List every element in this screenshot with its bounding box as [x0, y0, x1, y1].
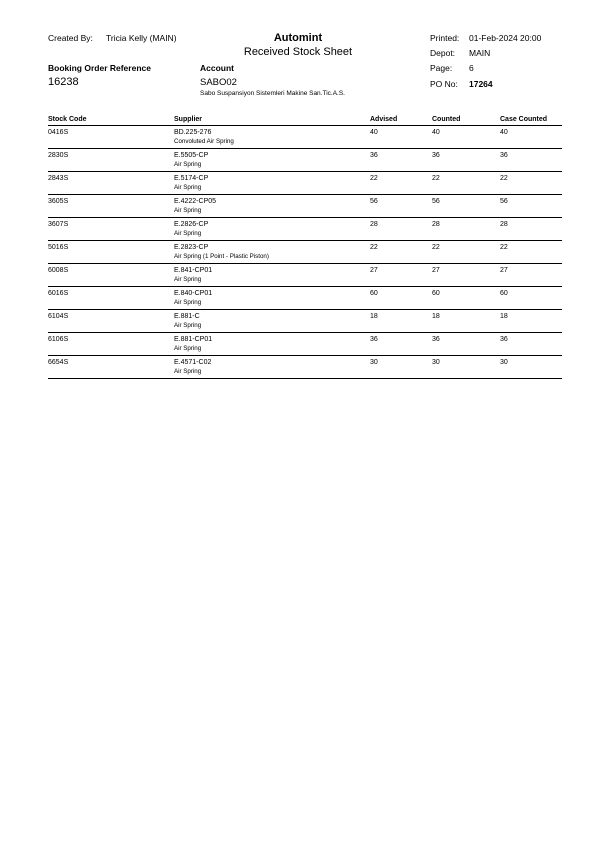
advised-cell: 18 — [370, 310, 432, 333]
advised-cell: 30 — [370, 356, 432, 379]
item-description: Air Spring — [174, 345, 202, 352]
supplier-cell — [174, 264, 370, 287]
supplier-code: E.881-C — [174, 313, 200, 320]
table-row — [48, 264, 562, 287]
col-supplier: Supplier — [174, 113, 370, 126]
stock-code-cell: 6008S — [48, 264, 174, 287]
stock-code-cell: 2830S — [48, 149, 174, 172]
document-title: Received Stock Sheet — [243, 46, 353, 58]
col-counted: Counted — [432, 113, 500, 126]
counted-cell: 22 — [432, 241, 500, 264]
account-label: Account — [200, 63, 234, 73]
supplier-cell — [174, 149, 370, 172]
case-counted-cell: 28 — [500, 218, 562, 241]
supplier-code: E.4222-CP05 — [174, 198, 217, 205]
table-row — [48, 195, 562, 218]
depot-value: MAIN — [469, 48, 491, 58]
advised-cell: 36 — [370, 333, 432, 356]
case-counted-cell: 36 — [500, 149, 562, 172]
supplier-code: E.2826-CP — [174, 221, 209, 228]
table-row — [48, 356, 562, 379]
supplier-code: E.840-CP01 — [174, 290, 213, 297]
case-counted-cell: 22 — [500, 172, 562, 195]
stock-code-cell: 6106S — [48, 333, 174, 356]
counted-cell: 36 — [432, 149, 500, 172]
item-description: Air Spring — [174, 184, 202, 191]
item-description: Air Spring — [174, 368, 202, 375]
company-name: Automint — [273, 32, 323, 44]
po-value: 17264 — [469, 79, 493, 89]
counted-cell: 60 — [432, 287, 500, 310]
col-stock-code: Stock Code — [48, 113, 174, 126]
stock-table — [48, 113, 562, 379]
stock-code-cell: 3607S — [48, 218, 174, 241]
supplier-cell — [174, 172, 370, 195]
supplier-cell — [174, 126, 370, 149]
counted-cell: 22 — [432, 172, 500, 195]
advised-cell: 22 — [370, 241, 432, 264]
advised-cell: 27 — [370, 264, 432, 287]
case-counted-cell: 27 — [500, 264, 562, 287]
item-description: Air Spring — [174, 230, 202, 237]
supplier-code: E.5505-CP — [174, 152, 209, 159]
stock-code-cell: 6654S — [48, 356, 174, 379]
supplier-code: E.881-CP01 — [174, 336, 213, 343]
stock-code-cell: 5016S — [48, 241, 174, 264]
counted-cell: 30 — [432, 356, 500, 379]
case-counted-cell: 60 — [500, 287, 562, 310]
case-counted-cell: 18 — [500, 310, 562, 333]
table-row — [48, 241, 562, 264]
advised-cell: 60 — [370, 287, 432, 310]
counted-cell: 27 — [432, 264, 500, 287]
table-row — [48, 218, 562, 241]
depot-label: Depot: — [430, 48, 456, 58]
supplier-code: E.841-CP01 — [174, 267, 213, 274]
supplier-cell — [174, 310, 370, 333]
supplier-cell — [174, 287, 370, 310]
supplier-code: E.2823-CP — [174, 244, 209, 251]
table-header-row — [48, 113, 562, 126]
table-row — [48, 149, 562, 172]
stock-code-cell: 0416S — [48, 126, 174, 149]
advised-cell: 36 — [370, 149, 432, 172]
supplier-code: BD.225-276 — [174, 129, 212, 136]
table-row — [48, 333, 562, 356]
page-label: Page: — [430, 63, 453, 73]
case-counted-cell: 30 — [500, 356, 562, 379]
counted-cell: 36 — [432, 333, 500, 356]
case-counted-cell: 56 — [500, 195, 562, 218]
item-description: Air Spring — [174, 161, 202, 168]
created-by-value: Tricia Kelly (MAIN) — [106, 33, 177, 43]
supplier-cell — [174, 241, 370, 264]
counted-cell: 28 — [432, 218, 500, 241]
item-description: Convoluted Air Spring — [174, 138, 234, 145]
counted-cell: 40 — [432, 126, 500, 149]
advised-cell: 28 — [370, 218, 432, 241]
counted-cell: 56 — [432, 195, 500, 218]
col-case-counted: Case Counted — [500, 113, 562, 126]
col-advised: Advised — [370, 113, 432, 126]
table-row — [48, 287, 562, 310]
supplier-code: E.5174-CP — [174, 175, 209, 182]
booking-ref-value: 16238 — [48, 76, 79, 88]
case-counted-cell: 40 — [500, 126, 562, 149]
counted-cell: 18 — [432, 310, 500, 333]
item-description: Air Spring — [174, 299, 202, 306]
supplier-code: E.4571-C02 — [174, 359, 212, 366]
case-counted-cell: 36 — [500, 333, 562, 356]
stock-code-cell: 6104S — [48, 310, 174, 333]
stock-code-cell: 6016S — [48, 287, 174, 310]
account-code: SABO02 — [200, 77, 237, 88]
printed-value: 01-Feb-2024 20:00 — [469, 33, 542, 43]
item-description: Air Spring — [174, 322, 202, 329]
table-row — [48, 172, 562, 195]
advised-cell: 56 — [370, 195, 432, 218]
table-row — [48, 310, 562, 333]
item-description: Air Spring (1 Point - Plastic Piston) — [174, 253, 269, 260]
printed-label: Printed: — [430, 33, 460, 43]
supplier-cell — [174, 356, 370, 379]
booking-ref-label: Booking Order Reference — [48, 63, 151, 73]
item-description: Air Spring — [174, 276, 202, 283]
created-by-label: Created By: — [48, 33, 93, 43]
item-description: Air Spring — [174, 207, 202, 214]
page-value: 6 — [469, 63, 474, 73]
table-row — [48, 126, 562, 149]
stock-code-cell: 3605S — [48, 195, 174, 218]
advised-cell: 40 — [370, 126, 432, 149]
account-name: Sabo Suspansiyon Sistemleri Makine San.Tic.A.S. — [200, 90, 345, 97]
stock-code-cell: 2843S — [48, 172, 174, 195]
supplier-cell — [174, 333, 370, 356]
supplier-cell — [174, 218, 370, 241]
po-label: PO No: — [430, 79, 458, 89]
supplier-cell — [174, 195, 370, 218]
case-counted-cell: 22 — [500, 241, 562, 264]
advised-cell: 22 — [370, 172, 432, 195]
